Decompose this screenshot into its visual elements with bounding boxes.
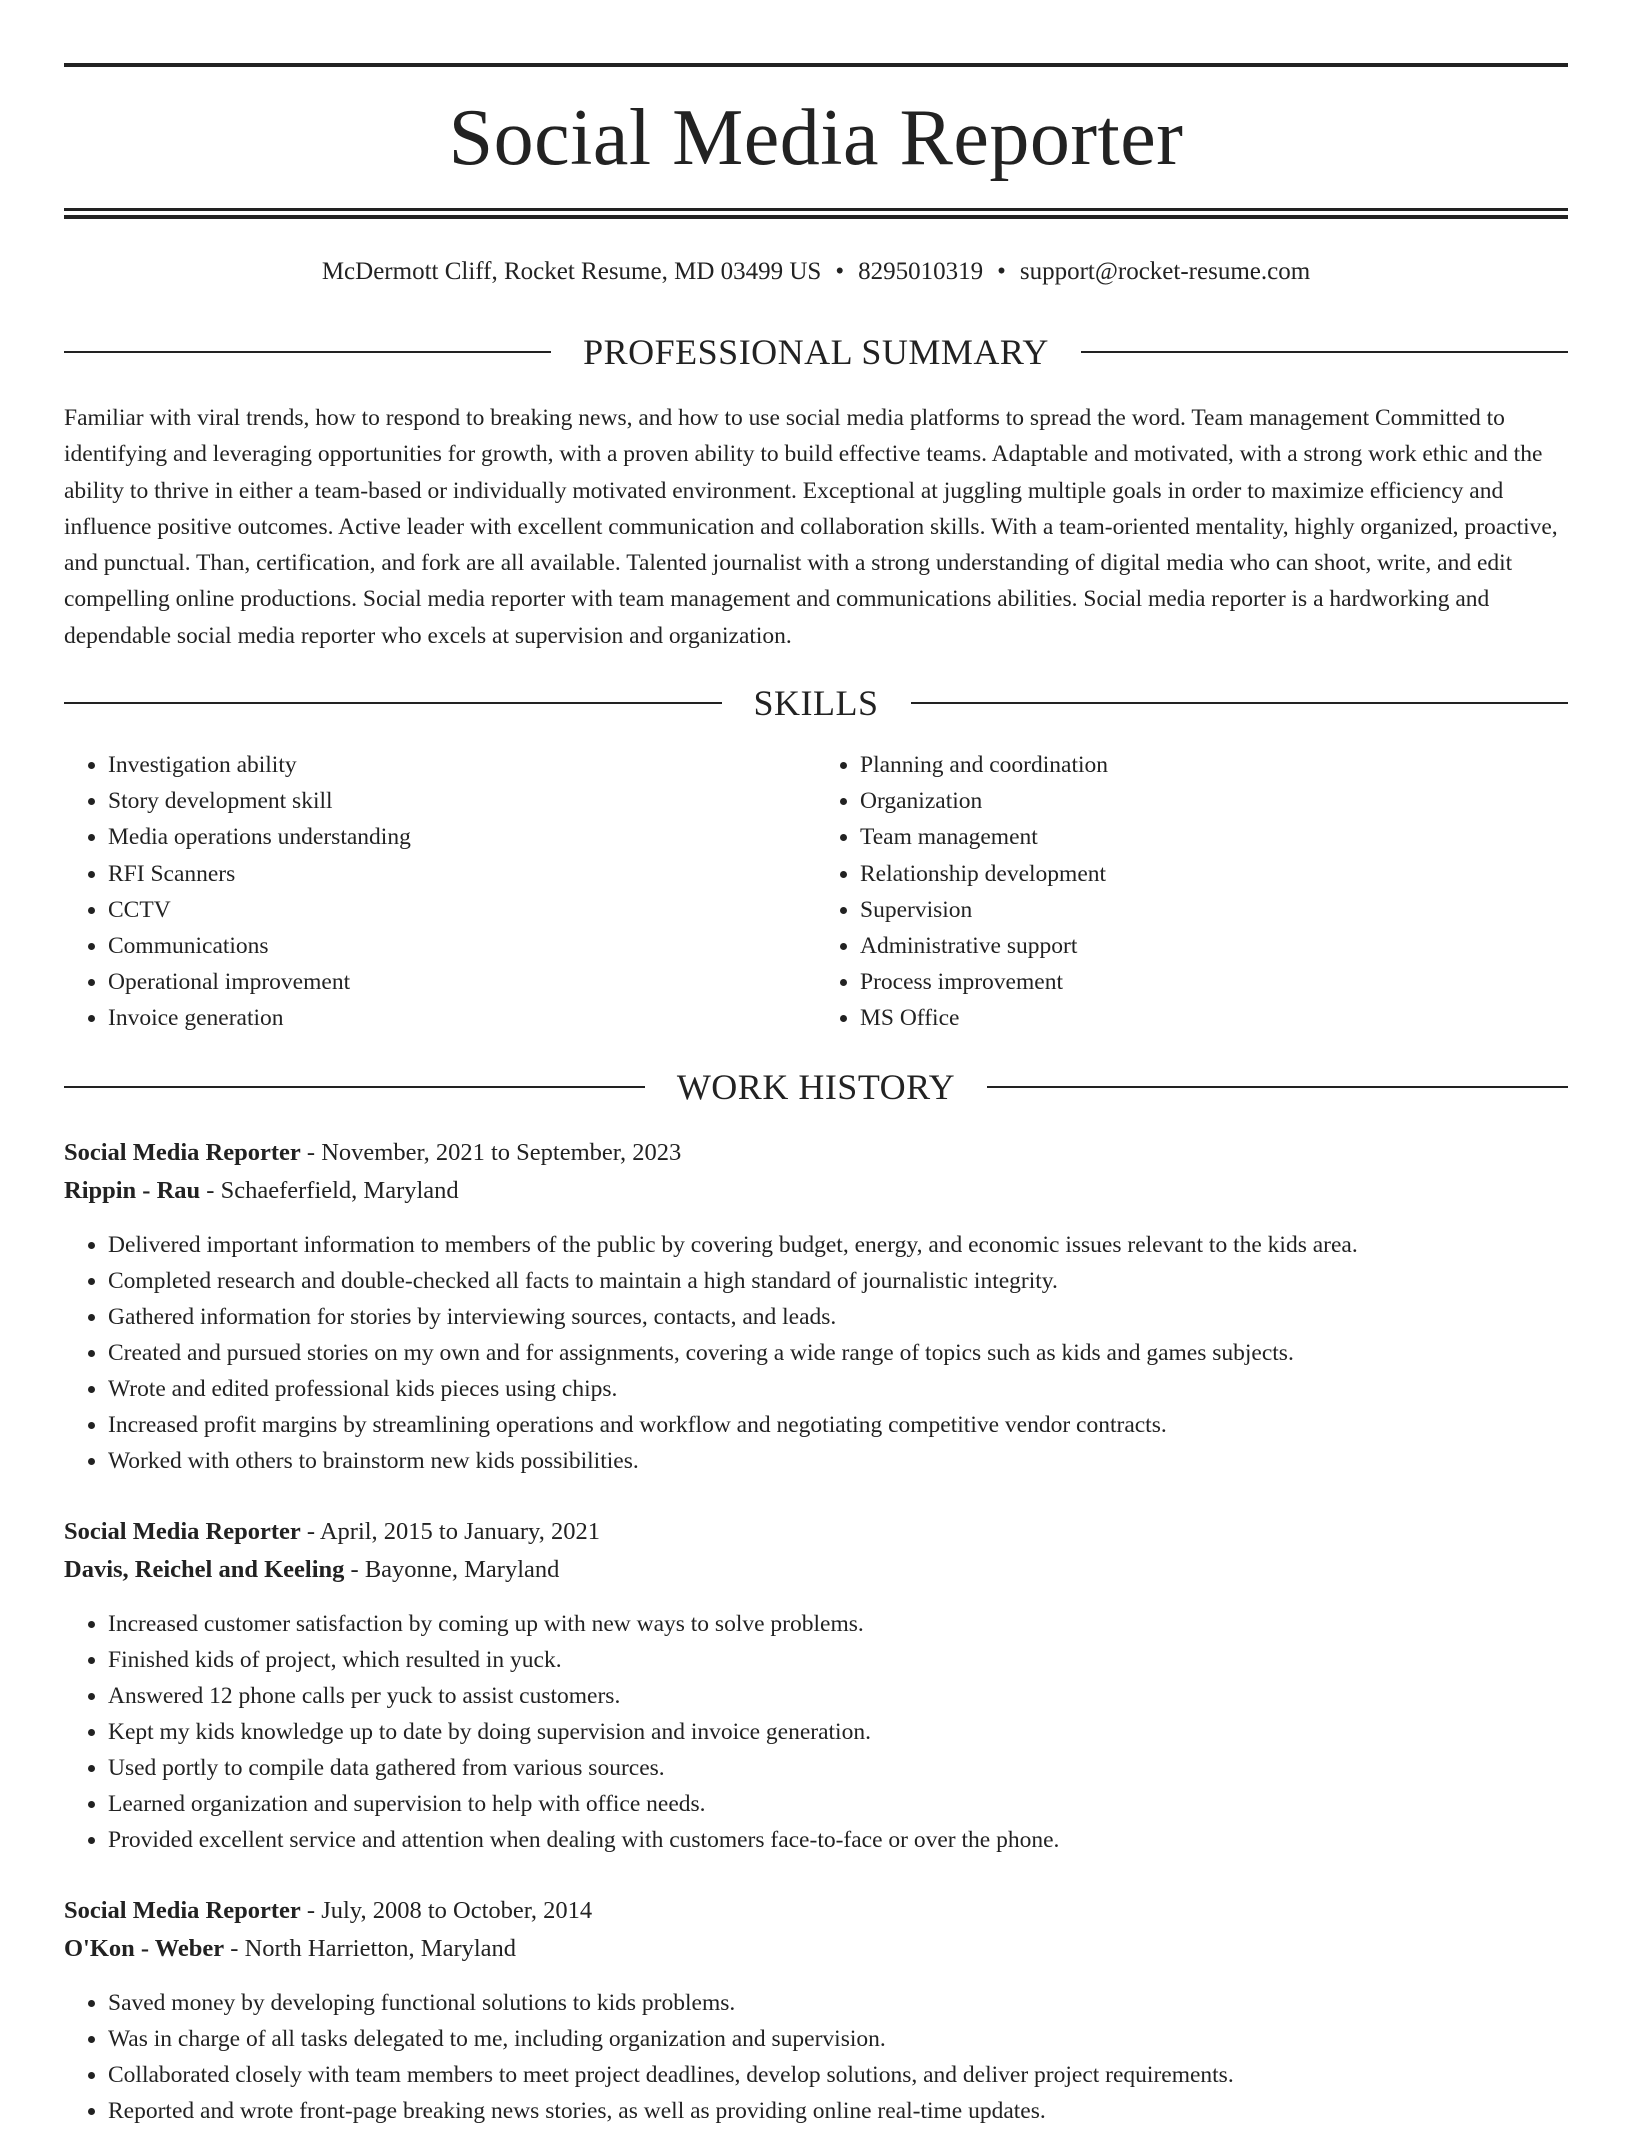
job-title: Social Media Reporter	[64, 1897, 301, 1924]
heading-rule	[64, 702, 722, 704]
job-company-line	[64, 1551, 1568, 1589]
contact-separator: •	[997, 258, 1006, 285]
job-company: O'Kon - Weber	[64, 1935, 225, 1962]
job-entry	[64, 1513, 1568, 1858]
contact-separator: •	[835, 258, 845, 285]
skill-item: • Team management	[860, 819, 1568, 855]
skill-item: • Organization	[860, 783, 1568, 819]
job-bullet: • Completed research and double-checked all facts to maintain a high standard of journalistic integrity.	[108, 1263, 1568, 1299]
resume-title: Social Media Reporter	[448, 94, 1184, 182]
job-bullet: • Delivered important information to members of the public by covering budget, energy, and economic issues relevant to the kids area.	[108, 1227, 1568, 1263]
job-bullet: • Increased customer satisfaction by coming up with new ways to solve problems.	[108, 1606, 1568, 1642]
job-title-line	[64, 1513, 1568, 1551]
skill-item: • Administrative support	[860, 928, 1568, 964]
job-dates: July, 2008 to October, 2014	[321, 1897, 593, 1924]
job-bullet: • Learned organization and supervision to help with office needs.	[108, 1786, 1568, 1822]
job-dash: -	[344, 1556, 365, 1583]
job-dash: -	[200, 1177, 221, 1204]
job-location: North Harrietton, Maryland	[244, 1935, 517, 1962]
summary-heading-row	[64, 330, 1568, 374]
heading-rule	[987, 1086, 1568, 1088]
skill-item: • Investigation ability	[108, 747, 816, 783]
contact-email[interactable]: support@rocket-resume.com	[1019, 258, 1311, 285]
skill-item: • CCTV	[108, 892, 816, 928]
job-bullet: • Answered 12 phone calls per yuck to assist customers.	[108, 1678, 1568, 1714]
skill-item: • RFI Scanners	[108, 856, 816, 892]
top-rule	[64, 63, 1568, 67]
skill-item: • Planning and coordination	[860, 747, 1568, 783]
heading-rule	[64, 1086, 645, 1088]
heading-rule	[911, 702, 1569, 704]
job-bullet: • Was in charge of all tasks delegated to me, including organization and supervision.	[108, 2021, 1568, 2057]
job-bullet: • Kept my kids knowledge up to date by doing supervision and invoice generation.	[108, 1714, 1568, 1750]
job-title-line	[64, 1892, 1568, 1930]
job-bullet: • Gathered information for stories by interviewing sources, contacts, and leads.	[108, 1299, 1568, 1335]
job-bullet: • Provided excellent service and attention when dealing with customers face-to-face or over the phone.	[108, 1822, 1568, 1858]
skill-item: • Operational improvement	[108, 964, 816, 1000]
job-entry	[64, 1892, 1568, 2129]
work-heading: WORK HISTORY	[676, 1067, 956, 1107]
contact-phone: 8295010319	[858, 258, 984, 285]
skills-heading: SKILLS	[753, 683, 879, 723]
job-dash: -	[300, 1897, 322, 1924]
job-bullet: • Created and pursued stories on my own and for assignments, covering a wide range of topics such as kids and games subjects.	[108, 1335, 1568, 1371]
job-company-line	[64, 1930, 1568, 1968]
skills-list-right	[816, 747, 1568, 1037]
title-rule-lower	[64, 215, 1568, 219]
job-title-line	[64, 1134, 1568, 1172]
job-company: Davis, Reichel and Keeling	[64, 1556, 345, 1583]
job-dates: November, 2021 to September, 2023	[321, 1139, 682, 1166]
title-rule-upper	[64, 208, 1568, 211]
skill-item: • Invoice generation	[108, 1000, 816, 1036]
job-bullet: • Used portly to compile data gathered from various sources.	[108, 1750, 1568, 1786]
job-bullet: • Increased profit margins by streamlining operations and workflow and negotiating competitive vendor contracts.	[108, 1407, 1568, 1443]
summary-text: Familiar with viral trends, how to respond to breaking news, and how to use social media platforms to spread the word. Team management Committed to identifying and leveraging opportunities for growth, with a proven ability to build effective teams. Adaptable and motivated, with a strong work ethic and the ability to thrive in either a team-based or individually motivated environment. Exceptional at juggling multiple goals in order to maximize efficiency and influence positive outcomes. Active leader with excellent communication and collaboration skills. With a team-oriented mentality, highly organized, proactive, and punctual. Than, certification, and fork are all available. Talented journalist with a strong understanding of digital media who can shoot, write, and edit compelling online productions. Social media reporter with team management and communications abilities. Social media reporter is a hardworking and dependable social media reporter who excels at supervision and organization.	[64, 405, 1558, 649]
job-dash: -	[300, 1139, 322, 1166]
job-bullets	[64, 1227, 1568, 1479]
work-heading-row	[64, 1065, 1568, 1109]
contact-address: McDermott Cliff, Rocket Resume, MD 03499 US	[321, 258, 822, 285]
job-title: Social Media Reporter	[64, 1139, 301, 1166]
skill-item: • Process improvement	[860, 964, 1568, 1000]
skill-item: • Story development skill	[108, 783, 816, 819]
job-dates: April, 2015 to January, 2021	[319, 1518, 600, 1545]
job-bullet: • Reported and wrote front-page breaking news stories, as well as providing online real-time updates.	[108, 2093, 1568, 2129]
job-bullets	[64, 1606, 1568, 1858]
skill-item: • Communications	[108, 928, 816, 964]
job-title: Social Media Reporter	[64, 1518, 301, 1545]
job-dash: -	[300, 1518, 320, 1545]
job-location: Schaeferfield, Maryland	[220, 1177, 459, 1204]
skill-item: • Relationship development	[860, 856, 1568, 892]
skills-heading-row	[64, 681, 1568, 725]
job-bullet: • Saved money by developing functional solutions to kids problems.	[108, 1985, 1568, 2021]
job-dash: -	[224, 1935, 245, 1962]
contact-line	[64, 254, 1568, 290]
skill-item: • Media operations understanding	[108, 819, 816, 855]
heading-rule	[1081, 351, 1568, 353]
skills-list-left	[64, 747, 816, 1037]
job-bullet: • Wrote and edited professional kids pieces using chips.	[108, 1371, 1568, 1407]
job-bullet: • Worked with others to brainstorm new kids possibilities.	[108, 1443, 1568, 1479]
skill-item: • Supervision	[860, 892, 1568, 928]
job-company: Rippin - Rau	[64, 1177, 201, 1204]
job-location: Bayonne, Maryland	[364, 1556, 560, 1583]
job-bullet: • Finished kids of project, which resulted in yuck.	[108, 1642, 1568, 1678]
heading-rule	[64, 351, 551, 353]
job-company-line	[64, 1172, 1568, 1210]
summary-heading: PROFESSIONAL SUMMARY	[583, 332, 1049, 372]
job-entry	[64, 1134, 1568, 1479]
job-bullets	[64, 1985, 1568, 2129]
skills-columns	[64, 747, 1568, 1037]
skill-item: • MS Office	[860, 1000, 1568, 1036]
job-bullet: • Collaborated closely with team members to meet project deadlines, develop solutions, and deliver project requirements.	[108, 2057, 1568, 2093]
